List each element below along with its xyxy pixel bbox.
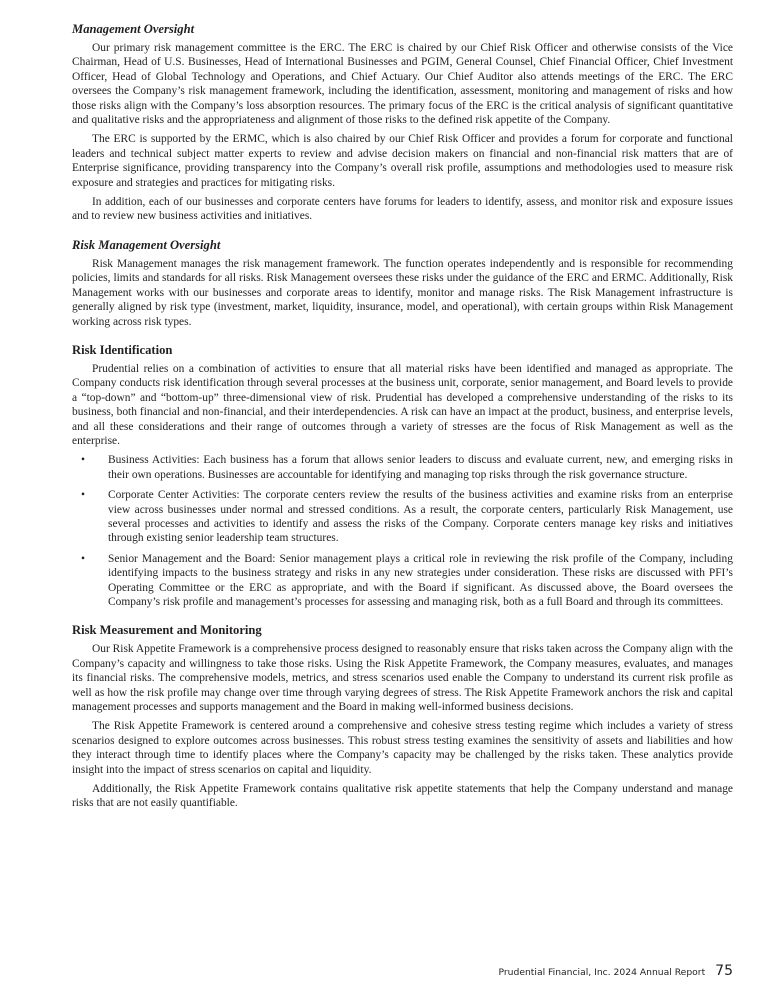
- paragraph: In addition, each of our businesses and corporate centers have forums for leaders to identify, assess, and monitor risk and exposure issues and to review new business activities and initiatives.: [72, 196, 733, 223]
- paragraph: Risk Management manages the risk management framework. The function operates independently and is responsible for recommending policies, limits and standards for all risks. Risk Management oversees these risks under the guidance of the ERC and ERMC. Additionally, Risk Management works with our businesses and corporate areas to identify, monitor and manage risks. The Risk Management infrastructure is generally aligned by risk type (investment, market, liquidity, insurance, model, and operational), with certain groups within Risk Management working across risk types.: [72, 257, 733, 328]
- page-number: 75: [715, 963, 733, 979]
- report-title: Prudential Financial, Inc. 2024 Annual Report: [498, 967, 706, 978]
- bullet-icon: •: [81, 489, 86, 502]
- bullet-list: [72, 453, 733, 609]
- bullet-icon: •: [81, 454, 86, 467]
- section-risk-identification: [72, 343, 733, 610]
- section-heading: Risk Measurement and Monitoring: [72, 623, 262, 638]
- section-heading: Risk Management Oversight: [72, 237, 221, 252]
- paragraph: Our Risk Appetite Framework is a comprehensive process designed to reasonably ensure that risks taken across the Company align with the Company’s capacity and willingness to take those risks. Using the Risk Appetite Framework, the Company measures, evaluates, and manages its financial risks. The comprehensive models, metrics, and stress scenarios used enable the Company to understand its current risk profile as well as how the risk profile may change over time through varying degrees of stress. The Risk Appetite Framework anchors the risk and capital management processes and supports management and the Board in making well-informed business decisions.: [72, 643, 733, 714]
- bullet-item: [72, 552, 733, 610]
- paragraph: Prudential relies on a combination of activities to ensure that all material risks have been identified and managed as appropriate. The Company conducts risk identification through several processes at the business unit, corporate, senior management, and Board levels to provide a “top-down” and “bottom-up” three-dimensional view of risk. Prudential has developed a comprehensive understanding of the risks to its business, both financial and non-financial, and their interdependencies. A risk can have an impact at the product, business, and enterprise levels, and all these considerations and their range of outcomes through a variety of stresses are the focus of Risk Management as well as the enterprise.: [72, 362, 733, 447]
- section-risk-management-oversight: [72, 238, 733, 329]
- page-footer: [499, 963, 733, 979]
- section-risk-measurement-monitoring: [72, 623, 733, 810]
- paragraph: Additionally, the Risk Appetite Framework contains qualitative risk appetite statements that help the Company understand and manage risks that are not easily quantifiable.: [72, 783, 733, 810]
- paragraph: Our primary risk management committee is the ERC. The ERC is chaired by our Chief Risk Officer and otherwise consists of the Vice Chairman, Head of U.S. Businesses, Head of International Businesses and PGIM, General Counsel, Chief Financial Officer, Chief Investment Officer, Head of Global Technology and Operations, and Chief Actuary. Our Chief Auditor also attends meetings of the ERC. The ERC oversees the Company’s risk management framework, including the identification, assessment, monitoring and management of risks and how those risks align with the Company’s loss absorption resources. The primary focus of the ERC is the critical analysis of significant quantitative and qualitative risks and the appropriateness and alignment of those risks to the defined risk appetite of the Company.: [72, 42, 733, 127]
- section-heading: Risk Identification: [72, 342, 173, 357]
- bullet-text: Business Activities: Each business has a forum that allows senior leaders to discuss and evaluate current, new, and emerging risks in their own operations. Businesses are accountable for identifying and managing top risks through the risk governance structure.: [108, 454, 733, 481]
- bullet-item: [72, 488, 733, 546]
- paragraph: The ERC is supported by the ERMC, which is also chaired by our Chief Risk Officer and provides a forum for corporate and functional leaders and technical subject matter experts to review and advise decision makers on financial and non-financial risk matters that are of Enterprise significance, providing transparency into the Company’s overall risk profile, assumptions and methodologies used to measure risk exposure and strategies and practices for mitigating risks.: [72, 133, 733, 189]
- document-page: [72, 22, 733, 825]
- bullet-icon: •: [81, 552, 86, 565]
- paragraph: The Risk Appetite Framework is centered around a comprehensive and cohesive stress testing regime which includes a variety of stress scenarios designed to explore outcomes across businesses. This robust stress testing examines the sensitivity of assets and liabilities and how they interact through time to identify places where the Company’s capacity may be challenged by the risks taken. These analytics provide insight into the impact of stress scenarios on capital and liquidity.: [72, 720, 733, 776]
- section-management-oversight: [72, 22, 733, 224]
- bullet-text: Corporate Center Activities: The corporate centers review the results of the business activities and examine risks from an enterprise view across businesses under normal and stressed conditions. As a result, the corporate centers, particularly Risk Management, use several processes and activities to identify and assess the risks of the Company. Corporate centers manage key risks and initiatives through existing senior leadership team structures.: [108, 489, 733, 545]
- section-heading: Management Oversight: [72, 22, 195, 36]
- bullet-text: Senior Management and the Board: Senior management plays a critical role in reviewing the risk profile of the Company, including identifying impacts to the business strategy and risks in any new strategies under consideration. These risks are discussed with PFI’s Operating Committee or the ERC as appropriate, and with the Board if significant. As discussed above, the Board oversees the Company’s risk profile and management’s processes for assessing and managing risk, both as a full Board and through its committees.: [108, 552, 733, 608]
- bullet-item: [72, 453, 733, 482]
